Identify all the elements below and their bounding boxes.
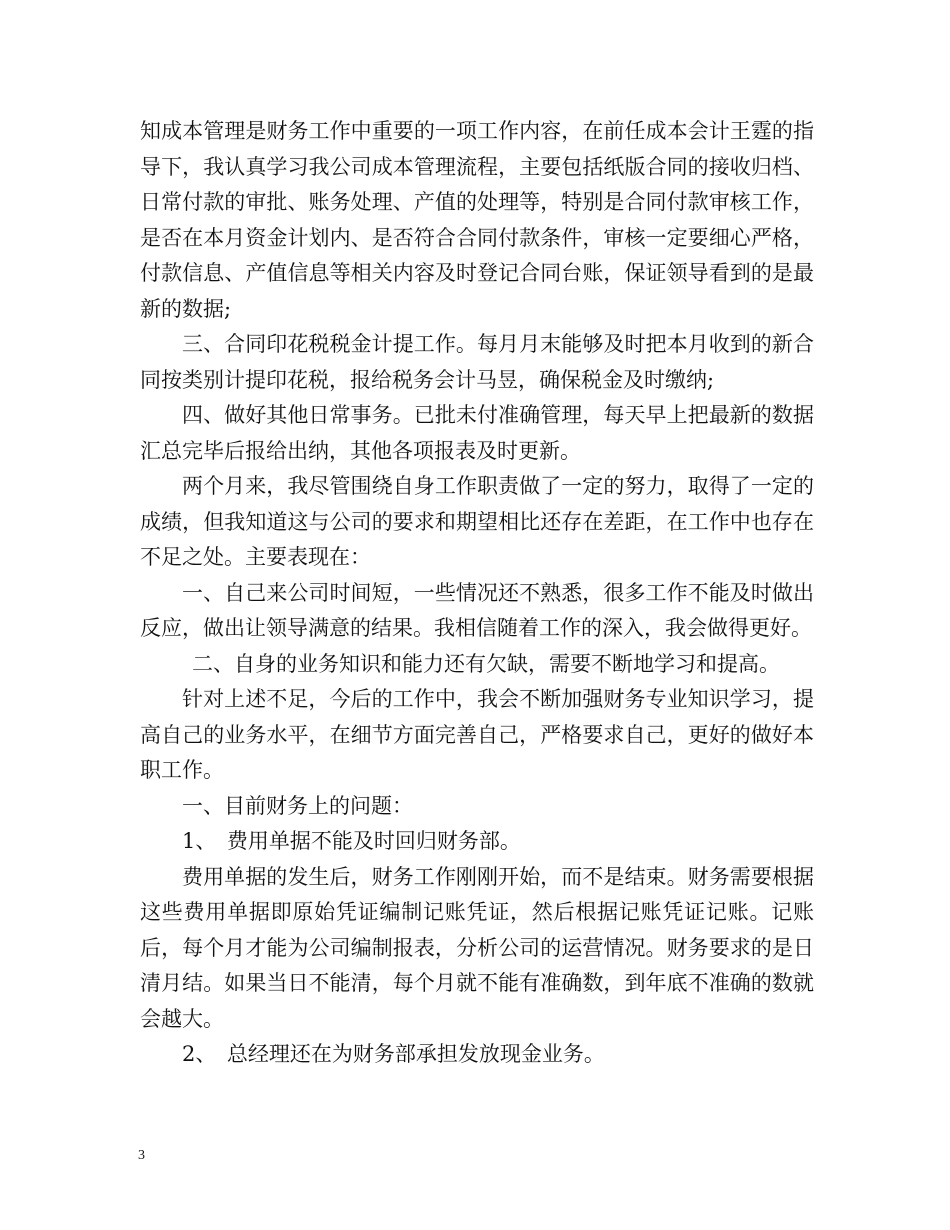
paragraph-improvement-plan: 针对上述不足，今后的工作中，我会不断加强财务专业知识学习，提高自己的业务水平，在细节方面完善自己，严格要求自己，更好的做好本职工作。: [140, 687, 814, 782]
paragraph-two-months-summary: 两个月来，我尽管围绕自身工作职责做了一定的努力，取得了一定的成绩，但我知道这与公司的要求和期望相比还存在差距，在工作中也存在不足之处。主要表现在：: [140, 474, 814, 569]
paragraph-shortcoming-one: 一、自己来公司时间短，一些情况还不熟悉，很多工作不能及时做出反应，做出让领导满意的结果。我相信随着工作的深入，我会做得更好。: [140, 580, 814, 640]
problem-item-1: 1、 费用单据不能及时回归财务部。: [182, 829, 521, 853]
paragraph-shortcoming-two: 二、自身的业务知识和能力还有欠缺，需要不断地学习和提高。: [192, 651, 780, 676]
paragraph-cost-management: 知成本管理是财务工作中重要的一项工作内容，在前任成本会计王霆的指导下，我认真学习我公司成本管理流程，主要包括纸版合同的接收归档、日常付款的审批、账务处理、产值的处理等，特别是合同付款审核工作，是否在本月资金计划内、是否符合合同付款条件，审核一定要细心严格，付款信息、产值信息等相关内容及时登记合同台账，保证领导看到的是最新的数据;: [140, 119, 814, 321]
paragraph-expense-documents: 费用单据的发生后，财务工作刚刚开始，而不是结束。财务需要根据这些费用单据即原始凭证编制记账凭证，然后根据记账凭证记账。记账后，每个月才能为公司编制报表，分析公司的运营情况。财务要求的是日清月结。如果当日不能清，每个月就不能有准确数，到年底不准确的数就会越大。: [140, 864, 814, 1031]
problem-item-2: 2、 总经理还在为财务部承担发放现金业务。: [182, 1042, 605, 1066]
paragraph-daily-affairs: 四、做好其他日常事务。已批未付准确管理，每天早上把最新的数据汇总完毕后报给出纳，其他各项报表及时更新。: [140, 403, 814, 463]
heading-current-problems: 一、目前财务上的问题：: [182, 793, 413, 818]
document-body: [140, 114, 814, 1073]
paragraph-stamp-tax: 三、合同印花税税金计提工作。每月月末能够及时把本月收到的新合同按类别计提印花税，报给税务会计马昱，确保税金及时缴纳;: [140, 332, 814, 392]
page-number: 3: [138, 1148, 145, 1163]
